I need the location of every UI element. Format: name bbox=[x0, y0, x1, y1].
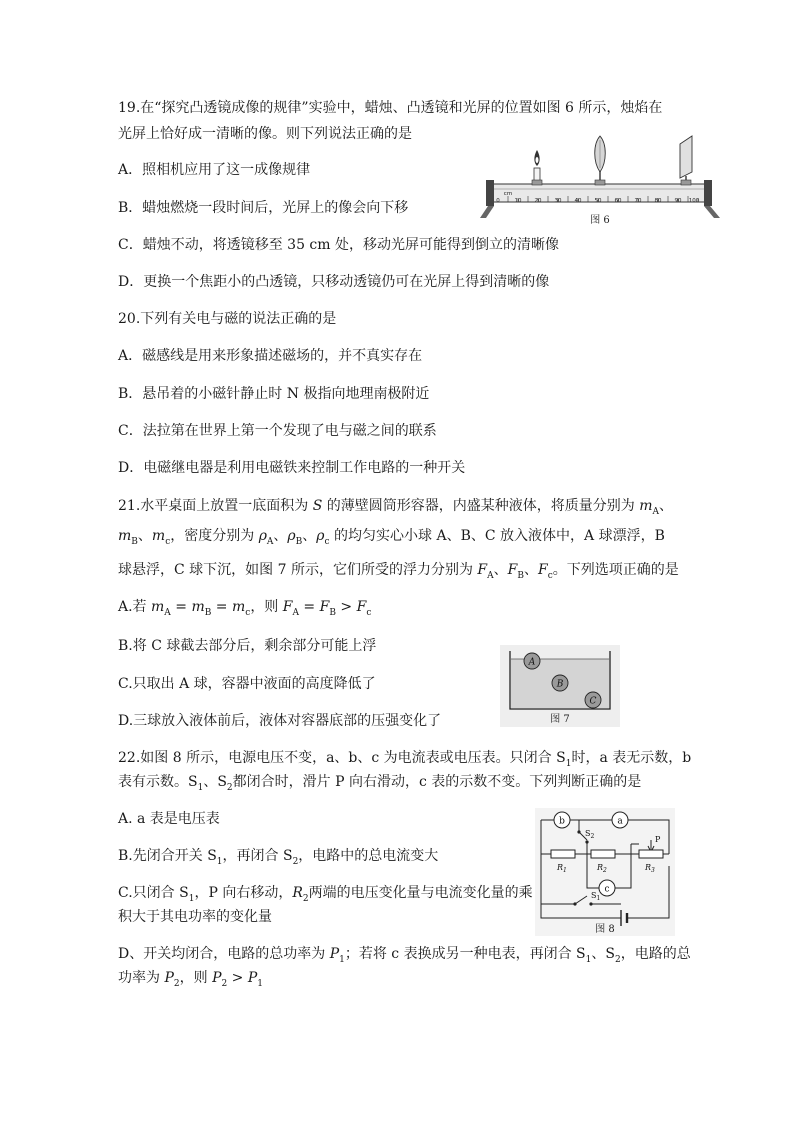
switch-s2-contact bbox=[577, 830, 580, 833]
bench-right-leg bbox=[704, 206, 720, 218]
ball-b-label: B bbox=[556, 679, 564, 690]
q22-option-c-line1: C.只闭合 $S_1$，P 向右移动，$R_2$两端的电压变化量与电流变化量的乘 bbox=[118, 885, 533, 904]
figure-7-caption: 图 7 bbox=[550, 714, 570, 725]
q19-option-c: C．蜡烛不动，将透镜移至 35 cm 处，移动光屏可能得到倒立的清晰像 bbox=[118, 237, 559, 253]
q21-stem-line3: 球悬浮，C 球下沉，如图 7 所示，它们所受的浮力分别为 $F_A$、$F_B$、$F_c$。下列选项正确的是 bbox=[118, 562, 679, 581]
figure-8-circuit bbox=[535, 808, 675, 936]
figure-6-caption: 图 6 bbox=[590, 215, 610, 226]
meter-b-label: b bbox=[559, 816, 565, 827]
candle bbox=[532, 150, 542, 185]
q19-option-a: A．照相机应用了这一成像规律 bbox=[118, 162, 311, 178]
q21-stem-line2: $m_B$、$m_c$，密度分别为 $\rho_A$、$\rho_B$、$\rho_c$ 的均匀实心小球 A、B、C 放入液体中，A 球漂浮，B bbox=[118, 528, 665, 547]
q22-option-a: A. a 表是电压表 bbox=[118, 811, 220, 827]
q22-option-d-line2: 功率为 $P_2$，则 $P_2 > P_1$ bbox=[118, 970, 264, 989]
switch-s1-label: $S_1$ bbox=[591, 891, 601, 902]
slider-p-label: P bbox=[655, 835, 661, 844]
q19-stem-line1: 19.在“探究凸透镜成像的规律”实验中，蜡烛、凸透镜和光屏的位置如图 6 所示，烛焰在 bbox=[118, 100, 663, 116]
q21-option-c: C.只取出 A 球，容器中液面的高度降低了 bbox=[118, 676, 376, 692]
q22-option-b: B.先闭合开关 $S_1$，再闭合 $S_2$，电路中的总电流变大 bbox=[118, 848, 439, 867]
convex-lens bbox=[595, 136, 606, 185]
q21-option-b: B.将 C 球截去部分后，剩余部分可能上浮 bbox=[118, 638, 377, 654]
ball-a-label: A bbox=[528, 657, 536, 668]
q20-stem: 20.下列有关电与磁的说法正确的是 bbox=[118, 311, 337, 327]
figure-8-caption: 图 8 bbox=[595, 924, 615, 935]
switch-s1-contact-2 bbox=[589, 902, 592, 905]
rheostat-r3 bbox=[639, 850, 663, 858]
q22-stem-line1: 22.如图 8 所示，电源电压不变，a、b、c 为电流表或电压表。只闭合 $S_1$时，a 表无示数，b bbox=[118, 750, 692, 769]
tick-label-60: 60 bbox=[614, 198, 622, 204]
tick-label-90: 90 bbox=[674, 198, 682, 204]
resistor-r1 bbox=[551, 850, 575, 858]
q20-option-c: C．法拉第在世界上第一个发现了电与磁之间的联系 bbox=[118, 423, 437, 439]
resistor-r2 bbox=[591, 850, 615, 858]
figure-6-optical-bench bbox=[478, 134, 740, 230]
bench-right-end bbox=[704, 180, 712, 206]
tick-label-40: 40 bbox=[574, 198, 582, 204]
figure-7-container bbox=[500, 645, 620, 727]
unit-label: cm bbox=[503, 191, 513, 197]
meter-a-label: a bbox=[617, 816, 623, 827]
q19-option-b: B．蜡烛燃烧一段时间后，光屏上的像会向下移 bbox=[118, 200, 409, 216]
switch-s2-label: $S_2$ bbox=[585, 829, 595, 840]
q19-option-d: D．更换一个焦距小的凸透镜，只移动透镜仍可在光屏上得到清晰的像 bbox=[118, 274, 550, 290]
meter-c-label: c bbox=[604, 884, 610, 895]
r2-label: $R_2$ bbox=[597, 863, 607, 874]
q19-stem-line2: 光屏上恰好成一清晰的像。则下列说法正确的是 bbox=[118, 126, 412, 142]
q20-option-a: A．磁感线是用来形象描述磁场的，并不真实存在 bbox=[118, 348, 423, 364]
r3-label: $R_3$ bbox=[645, 863, 655, 874]
bench-left-leg bbox=[480, 206, 494, 218]
q20-option-d: D．电磁继电器是利用电磁铁来控制工作电路的一种开关 bbox=[118, 460, 466, 476]
ball-c-label: C bbox=[589, 696, 597, 707]
q21-option-a: A.若 $m_A = m_B = m_c$，则 $F_A = F_B > F_c$ bbox=[118, 599, 372, 618]
tick-label-50: 50 bbox=[594, 198, 602, 204]
switch-s1-contact bbox=[573, 902, 576, 905]
q21-stem-line1: 21.水平桌面上放置一底面积为 S 的薄壁圆筒形容器，内盛某种液体，将质量分别为 $m_A$、 bbox=[118, 498, 673, 517]
tick-label-30: 30 bbox=[554, 198, 562, 204]
q22-option-d-line1: D、开关均闭合，电路的总功率为 $P_1$；若将 c 表换成另一种电表，再闭合 $S_1$、$S_2$，电路的总 bbox=[118, 946, 691, 965]
q22-option-c-line2: 积大于其电功率的变化量 bbox=[118, 909, 272, 925]
q20-option-b: B．悬吊着的小磁针静止时 N 极指向地理南极附近 bbox=[118, 386, 430, 402]
switch-s2-contact-2 bbox=[585, 840, 588, 843]
tick-label-0: 0 bbox=[496, 198, 500, 204]
bench-left-end bbox=[486, 180, 494, 206]
q22-stem-line2: 表有示数。$S_1$、$S_2$都闭合时，滑片 P 向右滑动，c 表的示数不变。下列判断正确的是 bbox=[118, 774, 642, 793]
tick-label-20: 20 bbox=[534, 198, 542, 204]
tick-label-10: 10 bbox=[514, 198, 522, 204]
tick-label-100: 100 bbox=[688, 198, 700, 204]
q21-option-d: D.三球放入液体前后，液体对容器底部的压强变化了 bbox=[118, 713, 442, 729]
light-screen bbox=[680, 136, 692, 185]
tick-label-70: 70 bbox=[634, 198, 642, 204]
tick-label-80: 80 bbox=[654, 198, 662, 204]
r1-label: $R_1$ bbox=[557, 863, 567, 874]
